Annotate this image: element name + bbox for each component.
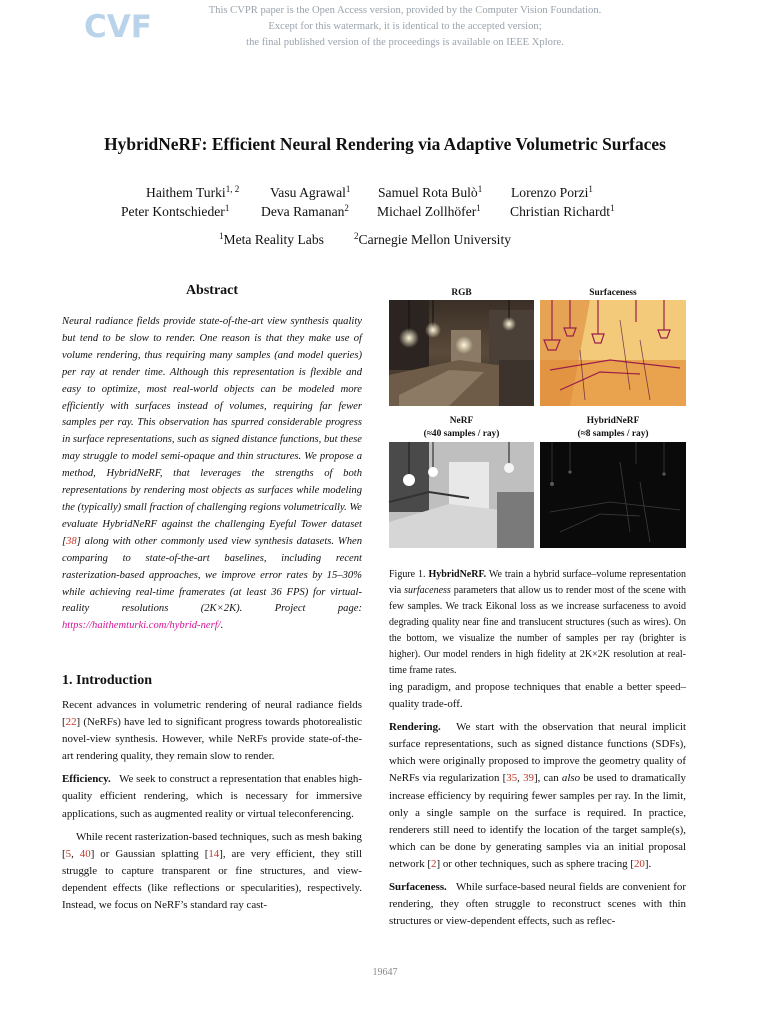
affiliation-2: $^2$Carnegie Mellon University bbox=[354, 231, 512, 247]
cvf-logo-text: CVF bbox=[84, 9, 152, 45]
author-5: Peter Kontschieder$^1$ bbox=[121, 203, 230, 219]
watermark-line-1: This CVPR paper is the Open Access version, provided by the Computer Vision Foundation. bbox=[208, 5, 602, 16]
figure-image-hybridnerf-samples bbox=[540, 442, 686, 548]
citation-link[interactable]: 22 bbox=[65, 716, 77, 729]
figure-label-surfaceness: Surfaceness bbox=[589, 288, 637, 298]
watermark-notice bbox=[180, 3, 630, 51]
citation-link[interactable]: 40 bbox=[79, 847, 91, 860]
section-heading-introduction: 1. Introduction bbox=[62, 673, 152, 688]
right-column-text bbox=[389, 679, 686, 936]
figure-label-rgb: RGB bbox=[451, 288, 472, 298]
figure-caption: Figure 1. HybridNeRF. We train a hybrid surface–volume representation via surfaceness parameters that allow us to render most of the scene with few samples. We track Eikonal loss as we increase surfaceness to avoid degrading quality near fine and translucent structures (such as wires). On the bottom, we visualize the number of samples per ray (brighter is higher). Our model renders in high fidelity at 2K×2K resolution at real-time frame rates. bbox=[389, 569, 686, 676]
watermark-line-3: the final published version of the proceedings is available on IEEE Xplore. bbox=[246, 37, 564, 48]
citation-link[interactable]: 20 bbox=[633, 857, 645, 870]
abstract-heading: Abstract bbox=[185, 283, 239, 298]
citation-link[interactable]: 14 bbox=[208, 847, 220, 860]
author-3: Samuel Rota Bulò$^1$ bbox=[378, 184, 483, 200]
figure-image-surfaceness bbox=[540, 300, 686, 406]
cvf-logo bbox=[84, 6, 152, 45]
author-1: Haithem Turki$^{1, 2}$ bbox=[146, 184, 240, 200]
paragraph: Efficiency. We seek to construct a representation that enables high-quality efficient rendering, which is necessary for immersive applications, such as augmented reality or virtual teleconferencing. bbox=[62, 773, 362, 820]
paragraph: ing paradigm, and propose techniques that enable a better speed–quality trade-off. bbox=[389, 681, 686, 711]
author-6: Deva Ramanan$^2$ bbox=[261, 203, 349, 219]
author-2: Vasu Agrawal$^1$ bbox=[270, 184, 351, 200]
citation-link[interactable]: 39 bbox=[523, 772, 534, 785]
figure-label-nerf: NeRF (≈40 samples / ray) bbox=[423, 416, 500, 439]
page-number: 19647 bbox=[372, 967, 398, 978]
paper-title: HybridNeRF: Efficient Neural Rendering via Adaptive Volumetric Surfaces bbox=[104, 134, 666, 154]
project-page-link[interactable]: https://haithemturki.com/hybrid-nerf/ bbox=[62, 620, 221, 632]
paragraph: Surfaceness. While surface-based neural fields are convenient for rendering, they often struggle to reconstruct scenes with thin structures or view-dependent effects, such as reflec- bbox=[389, 881, 686, 928]
author-8: Christian Richardt$^1$ bbox=[510, 203, 615, 219]
citation-link[interactable]: 35 bbox=[506, 772, 518, 785]
affiliation-1: $^1$Meta Reality Labs bbox=[219, 231, 324, 247]
author-7: Michael Zollhöfer$^1$ bbox=[377, 203, 481, 219]
watermark-line-2: Except for this watermark, it is identical to the accepted version; bbox=[268, 21, 542, 32]
figure-image-rgb bbox=[389, 300, 534, 406]
citation-link[interactable]: 2 bbox=[431, 857, 437, 870]
left-column-text bbox=[62, 697, 362, 920]
citation-link[interactable]: 38 bbox=[66, 535, 77, 547]
figure-image-nerf-samples bbox=[389, 442, 534, 548]
author-4: Lorenzo Porzi$^1$ bbox=[511, 184, 593, 200]
paragraph: Recent advances in volumetric rendering of neural radiance fields [22] (NeRFs) have led to significant progress towards photorealistic novel-view synthesis. However, while NeRFs provide state-of-the-art rendering quality, they remain slow to render. bbox=[62, 699, 362, 763]
citation-link[interactable]: 5 bbox=[65, 847, 72, 860]
paragraph: Rendering. We start with the observation that neural implicit surface representations, such as signed distance functions (SDFs), which were originally proposed to improve the geometry quality of NeRFs via regularization [35, 39], can also be used to dramatically increase efficiency by requiring fewer samples per ray. In the limit, only a single sample on the surface is required. In practice, renderers still need to identify the location of the target sample(s), which can be done by generating samples via an initial proposal network [2] or other techniques, such as sphere tracing [20]. bbox=[389, 721, 687, 870]
abstract-body: Neural radiance fields provide state-of-the-art view synthesis quality but tend to be slow to render. One reason is that they make use of volume rendering, thus requiring many samples (and model queries) per ray at render time. Although this representation is flexible and easy to optimize, most real-world objects can be modeled more efficiently with surfaces instead of volumes, requiring far fewer samples per ray. This observation has spurred considerable progress in surface representations, such as signed distance functions, but these may struggle to model semi-opaque and thin structures. We propose a method, HybridNeRF, that leverages the strengths of both representations by rendering most objects as surfaces while modeling the (typically) small fraction of challenging regions volumetrically. We evaluate HybridNeRF against the challenging Eyeful Tower dataset [38] along with other commonly used view synthesis datasets. When comparing to state-of-the-art baselines, including recent rasterization-based approaches, we improve error rates by 15–30% while achieving real-time framerates (at least 36 FPS) for virtual-reality resolutions (2K×2K). Project page: https://haithemturki.com/hybrid-nerf/. bbox=[62, 316, 362, 632]
figure-label-hybridnerf: HybridNeRF (≈8 samples / ray) bbox=[577, 416, 649, 439]
paragraph: While recent rasterization-based techniques, such as mesh baking [5, 40] or Gaussian splatting [14], are very efficient, they still struggle to capture transparent or fine structures, and view-dependent effects (like reflections or specularities), respectively. Instead, we focus on NeRF’s standard ray cast- bbox=[62, 830, 362, 912]
